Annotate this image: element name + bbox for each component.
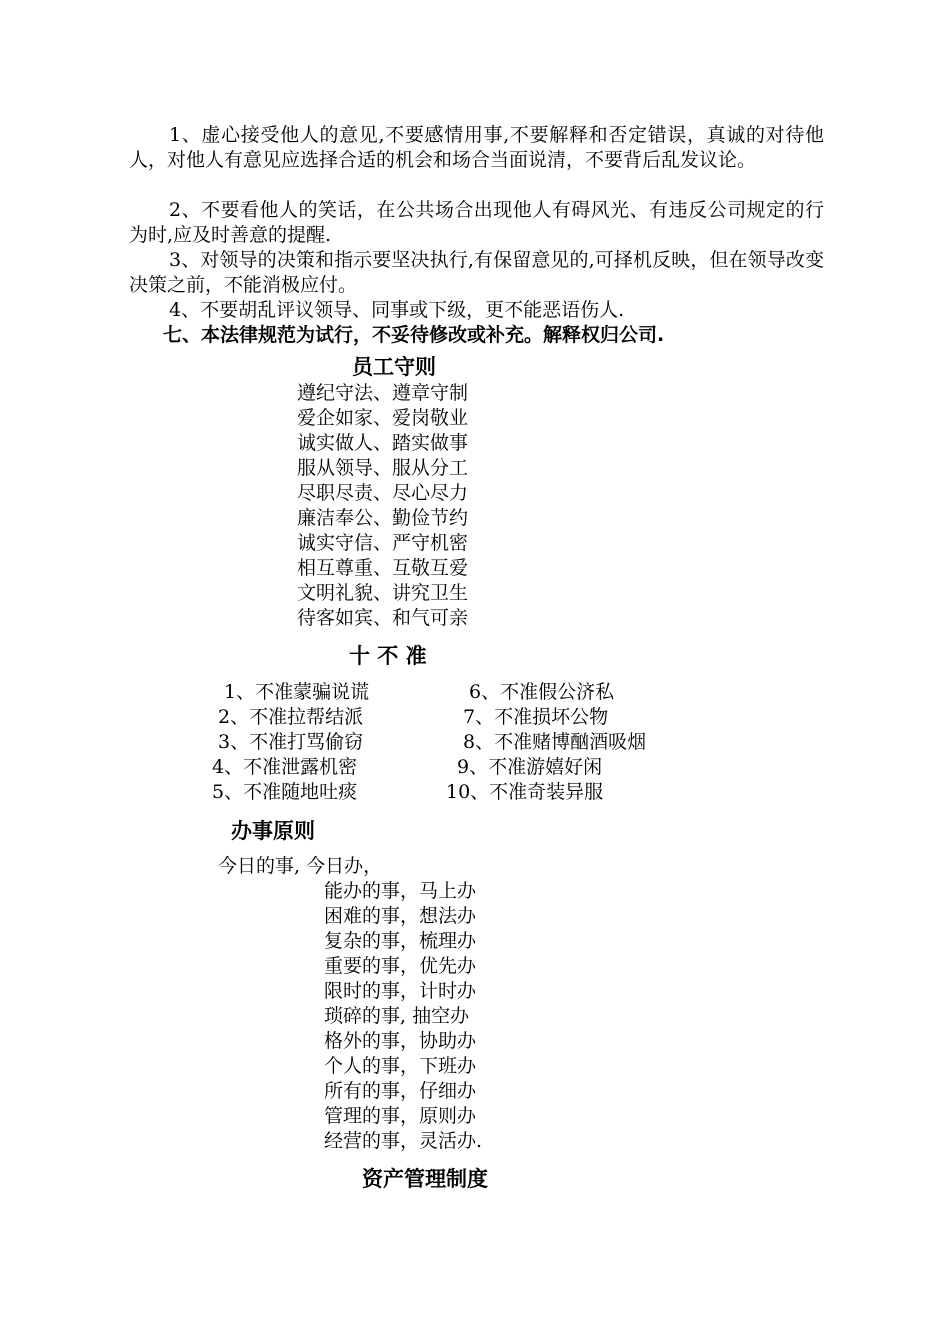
prohibition-right-6: 6、不准假公济私 — [469, 681, 615, 703]
paragraph-3 — [129, 248, 824, 298]
asset-management-title: 资产管理制度 — [362, 1167, 488, 1191]
principle-item: 琐碎的事, 抽空办 — [324, 1005, 470, 1027]
staff-rule-item: 诚实做人、踏实做事 — [297, 432, 469, 454]
prohibition-left-2: 2、不准拉帮结派 — [218, 706, 364, 728]
work-principles-title: 办事原则 — [231, 819, 315, 843]
staff-rule-item: 文明礼貌、讲究卫生 — [297, 582, 469, 604]
prohibition-left-3: 3、不准打骂偷窃 — [218, 731, 364, 753]
staff-rule-item: 廉洁奉公、勤俭节约 — [297, 507, 469, 529]
staff-rule-item: 待客如宾、和气可亲 — [297, 607, 469, 629]
staff-rule-item: 诚实守信、严守机密 — [297, 532, 469, 554]
staff-rules-list — [297, 381, 468, 631]
principle-item: 能办的事，马上办 — [324, 880, 477, 902]
prohibition-left-4: 4、不准泄露机密 — [212, 756, 358, 778]
principle-item: 经营的事，灵活办. — [324, 1130, 483, 1152]
paragraph-1-text: 1、虚心接受他人的意见,不要感情用事,不要解释和否定错误，真诚的对待他人，对他人有意见应选择合适的机会和场合当面说清，不要背后乱发议论。 — [129, 124, 824, 171]
paragraph-2 — [129, 198, 824, 248]
paragraph-3-text: 3、对领导的决策和指示要坚决执行,有保留意见的,可择机反映，但在领导改变决策之前，不能消极应付。 — [129, 249, 824, 296]
prohibition-left-1: 1、不准蒙骗说谎 — [224, 681, 370, 703]
principle-item: 限时的事，计时办 — [324, 980, 477, 1002]
principle-item: 所有的事，仔细办 — [324, 1080, 477, 1102]
paragraph-1 — [129, 123, 824, 173]
paragraph-4-text: 4、不要胡乱评议领导、同事或下级，更不能恶语伤人. — [169, 299, 625, 321]
principle-item: 个人的事，下班办 — [324, 1055, 477, 1077]
prohibition-right-10: 10、不准奇装异服 — [446, 781, 604, 803]
prohibition-right-8: 8、不准赌博酗酒吸烟 — [463, 731, 647, 753]
prohibition-left-5: 5、不准随地吐痰 — [212, 781, 358, 803]
staff-rule-item: 相互尊重、互敬互爱 — [297, 557, 469, 579]
staff-rule-item: 尽职尽责、尽心尽力 — [297, 482, 469, 504]
prohibition-right-9: 9、不准游嬉好闲 — [457, 756, 603, 778]
principle-item: 格外的事，协助办 — [324, 1030, 477, 1052]
section-7-heading: 七、本法律规范为试行，不妥待修改或补充。解释权归公司. — [163, 324, 665, 346]
paragraph-2-text: 2、不要看他人的笑话，在公共场合出现他人有碍风光、有违反公司规定的行为时,应及时善意的提醒. — [129, 199, 824, 246]
ten-prohibitions-title: 十 不 准 — [349, 644, 427, 668]
paragraph-4 — [129, 298, 824, 323]
principle-item: 复杂的事，梳理办 — [324, 930, 477, 952]
work-principles-intro: 今日的事, 今日办， — [218, 855, 383, 877]
staff-rule-item: 遵纪守法、遵章守制 — [297, 382, 469, 404]
staff-rule-item: 服从领导、服从分工 — [297, 457, 469, 479]
staff-rule-item: 爱企如家、爱岗敬业 — [297, 407, 469, 429]
principle-item: 管理的事，原则办 — [324, 1105, 477, 1127]
prohibition-right-7: 7、不准损坏公物 — [463, 706, 609, 728]
principle-item: 重要的事，优先办 — [324, 955, 477, 977]
staff-rules-title: 员工守则 — [352, 355, 436, 379]
principle-item: 困难的事，想法办 — [324, 905, 477, 927]
work-principles-list — [324, 879, 482, 1154]
